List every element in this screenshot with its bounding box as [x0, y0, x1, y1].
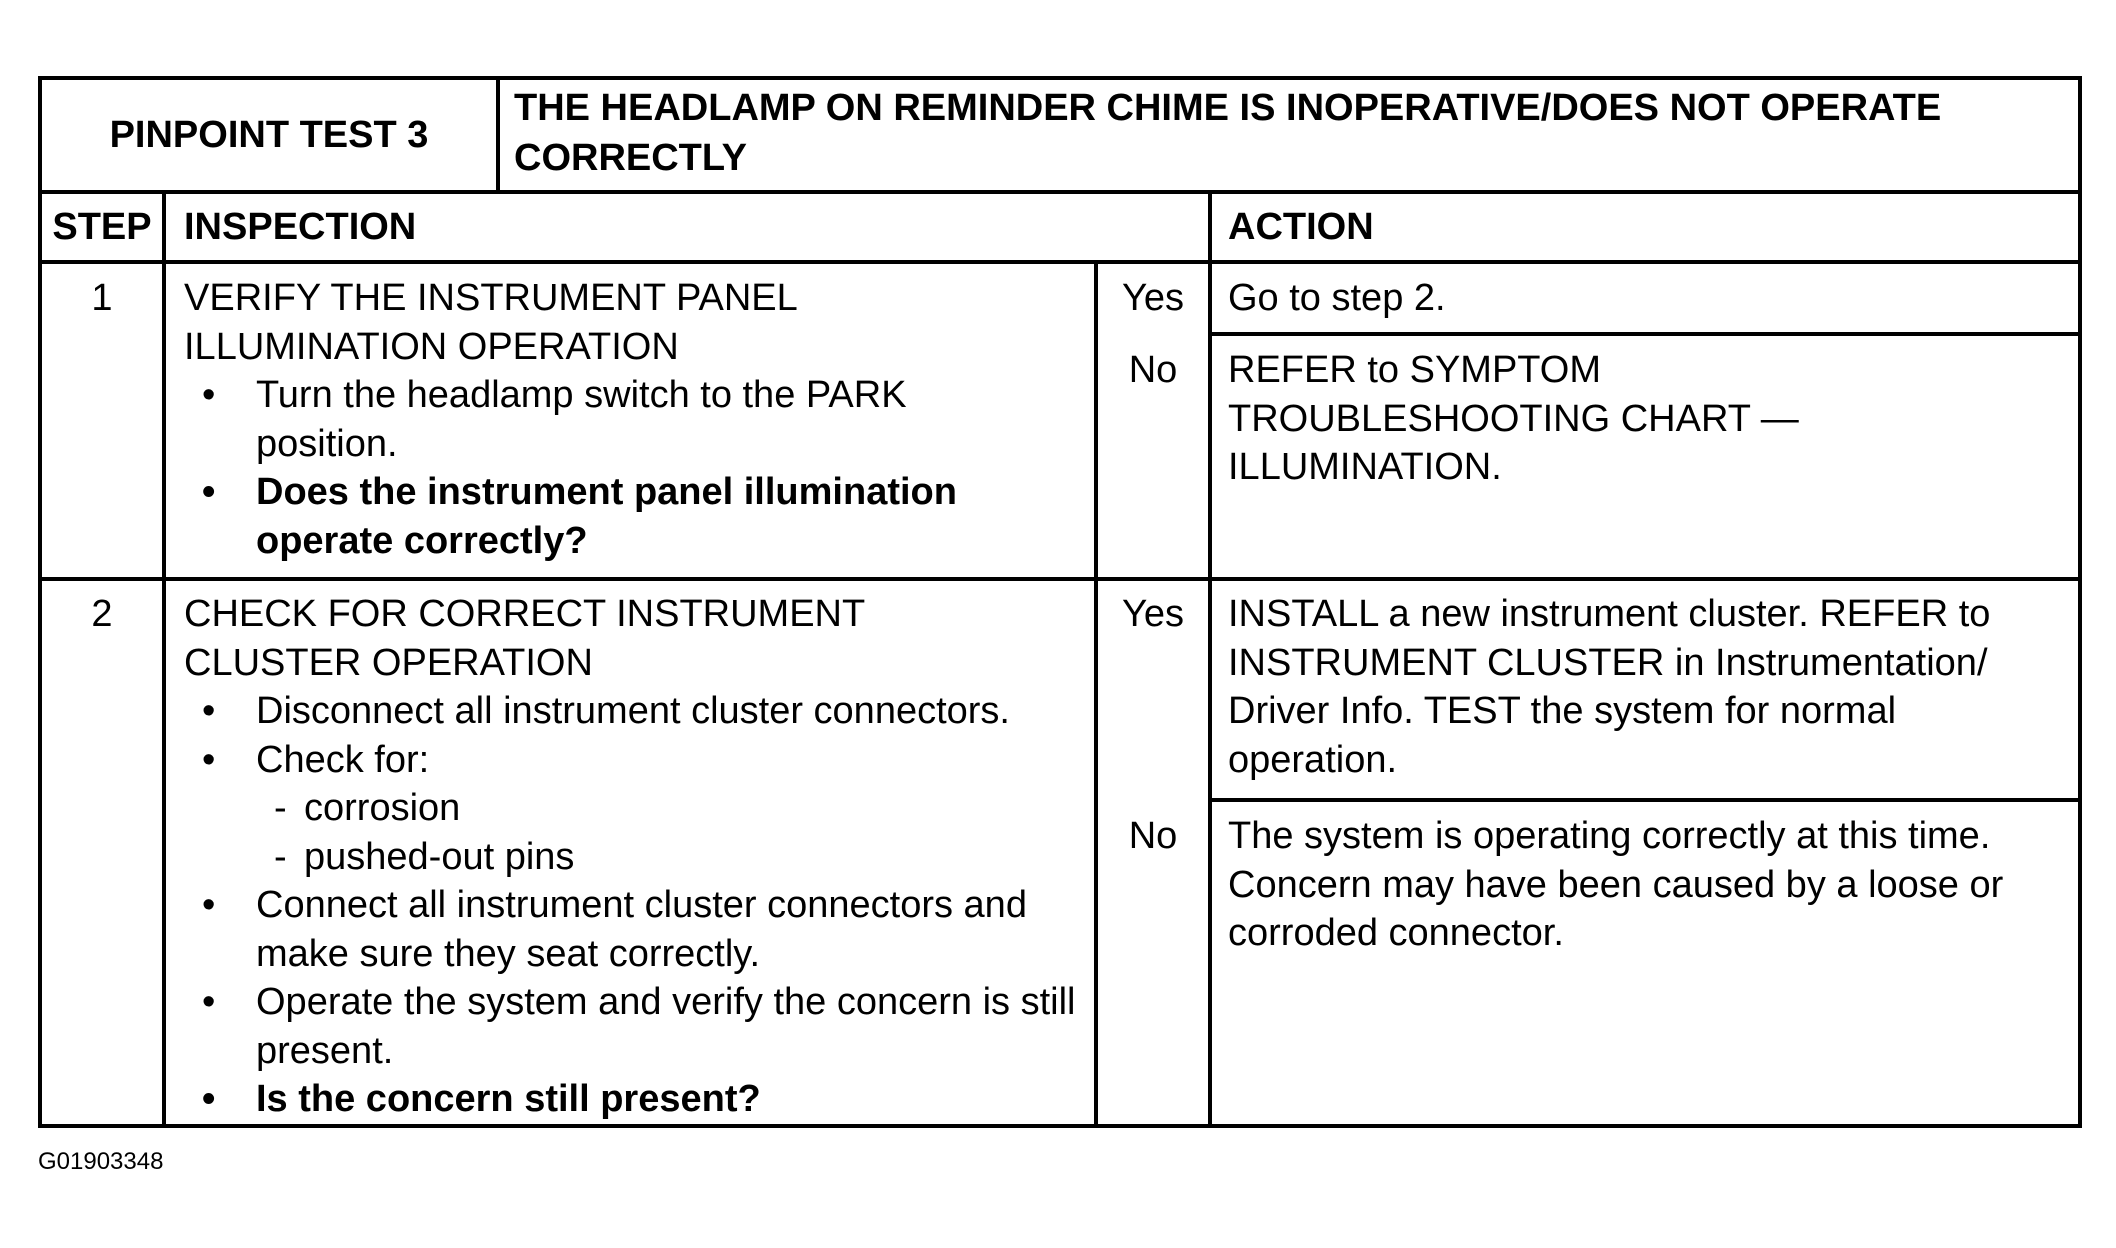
yes-label: Yes	[1122, 593, 1184, 635]
step-heading: CHECK FOR CORRECT INSTRUMENT CLUSTER OPERATION	[184, 593, 865, 684]
divider	[162, 192, 166, 1124]
step-inspection	[184, 274, 1084, 565]
list-item: • Disconnect all instrument cluster connectors.	[184, 687, 1089, 736]
step-number: 2	[91, 593, 113, 635]
divider	[42, 260, 2078, 264]
test-title: THE HEADLAMP ON REMINDER CHIME IS INOPERATIVE/DOES NOT OPERATE CORRECTLY	[514, 87, 1942, 179]
list-item: • Operate the system and verify the concern is still present.	[184, 978, 1076, 1075]
list-item: • Does the instrument panel illumination operate correctly?	[184, 468, 1036, 565]
no-label: No	[1128, 349, 1178, 391]
divider	[496, 80, 500, 192]
list-item: • Turn the headlamp switch to the PARK position.	[184, 371, 976, 468]
divider	[1208, 798, 2078, 802]
divider	[1208, 332, 2078, 336]
list-item-text: Check for:	[256, 738, 430, 781]
step-heading: VERIFY THE INSTRUMENT PANEL ILLUMINATION OPERATION	[184, 277, 797, 368]
list-item: • Connect all instrument cluster connectors and make sure they seat correctly.	[184, 881, 1089, 978]
step-inspection	[184, 590, 1089, 1124]
yes-label: Yes	[1122, 277, 1184, 319]
column-header-step: STEP	[52, 206, 152, 248]
check-item: - pushed-out pins	[256, 833, 1089, 882]
divider	[1208, 192, 1212, 1124]
column-header-action: ACTION	[1228, 206, 1374, 248]
column-header-inspection: INSPECTION	[184, 206, 417, 248]
no-label: No	[1128, 815, 1178, 857]
yes-action: INSTALL a new instrument cluster. REFER to INSTRUMENT CLUSTER in Instrumentation/ Driver Info. TEST the system for normal operation.	[1228, 593, 1991, 781]
yes-action: Go to step 2.	[1228, 277, 1446, 319]
figure-id: G01903348	[38, 1148, 164, 1175]
pinpoint-test-table	[38, 76, 2082, 1128]
check-item: - corrosion	[256, 784, 1089, 833]
divider	[42, 577, 2078, 581]
step-number: 1	[91, 277, 113, 319]
no-action: REFER to SYMPTOM TROUBLESHOOTING CHART — ILLUMINATION.	[1228, 349, 1799, 488]
no-action: The system is operating correctly at this time. Concern may have been caused by a loose or corroded connector.	[1228, 815, 2004, 954]
list-item	[184, 736, 1089, 785]
test-label: PINPOINT TEST 3	[109, 114, 429, 156]
list-item: • Is the concern still present?	[184, 1075, 1089, 1124]
